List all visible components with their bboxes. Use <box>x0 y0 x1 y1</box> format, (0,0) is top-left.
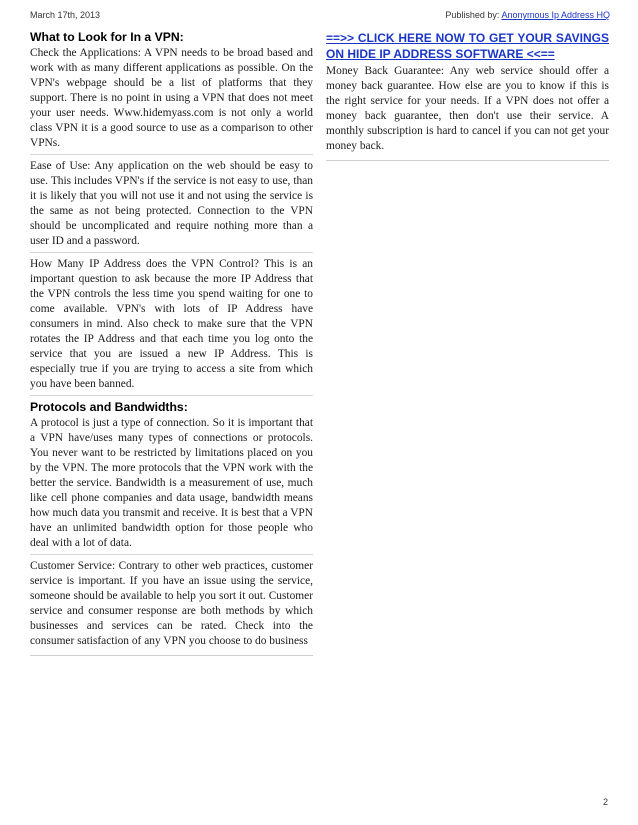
page-number: 2 <box>602 797 608 807</box>
paragraph-ip-address: How Many IP Address does the VPN Control? This is an important question to ask because the more IP Address that the VPN controls the less time you spend waiting for one to come available. VPN's with lots of IP Address have consumers in mind. Also check to make sure that the VPN rotates the IP Address and that each time you log onto the service that you are issued a new IP Address. This is especially true if you are trying to access a site from which you have been banned. <box>30 257 313 396</box>
paragraph-protocols: A protocol is just a type of connection. So it is important that a VPN have/uses many types of connections or protocols. You never want to be restricted by limitations placed on you by the VPN. The more protocols that the VPN work with the better the service. Bandwidth is a measurement of use, much like cell phone companies and data usage, bandwidth means how much data you transmit and receive. It is best that a VPN have an unlimited bandwidth option for those people who deal with a lot of data. <box>30 416 313 555</box>
paragraph-customer-service: Customer Service: Contrary to other web practices, customer service is important. If you have an issue using the service, someone should be available to help you sort it out. Customer service and consumer response are both methods by which businesses and services can be rated. Check into the consumer satisfaction of any VPN you choose to do business <box>30 560 313 647</box>
paragraph-money-back: Money Back Guarantee: Any web service should offer a money back guarantee. How else are you to know if this is the right service for your needs. If a VPN does not offer a money back guarantee, then don't use their service. A monthly subscription is hard to cancel if you can not get your money back. <box>326 65 609 152</box>
paragraph-check-applications: Check the Applications: A VPN needs to be broad based and work with as many different applications as possible. On the VPN's webpage should be a list of platforms that they support. There is no point in using a VPN that does not meet your user needs. Www.hidemyass.com is not only a world class VPN it is a good source to use as a comparison to other VPNs. <box>30 46 313 155</box>
promo-link[interactable]: ==>> CLICK HERE NOW TO GET YOUR SAVINGS ON HIDE IP ADDRESS SOFTWARE <<== <box>326 31 609 61</box>
page-header <box>30 8 610 24</box>
header-publisher <box>445 10 610 20</box>
left-column <box>30 30 313 656</box>
header-date: March 17th, 2013 <box>30 10 101 20</box>
right-column <box>326 30 609 161</box>
published-by-label: Published by: <box>445 10 500 20</box>
section-title-what-to-look-for: What to Look for In a VPN: <box>30 30 184 44</box>
section-title-protocols: Protocols and Bandwidths: <box>30 400 188 414</box>
publisher-link[interactable]: Anonymous Ip Address HQ <box>501 10 610 20</box>
paragraph-ease-of-use: Ease of Use: Any application on the web should be easy to use. This includes VPN's if the service is not easy to use, than it is likely that you will not use it and not using the service is the same as not being protected. Connection to the VPN should be uncomplicated and require nothing more than a user ID and a password. <box>30 159 313 253</box>
